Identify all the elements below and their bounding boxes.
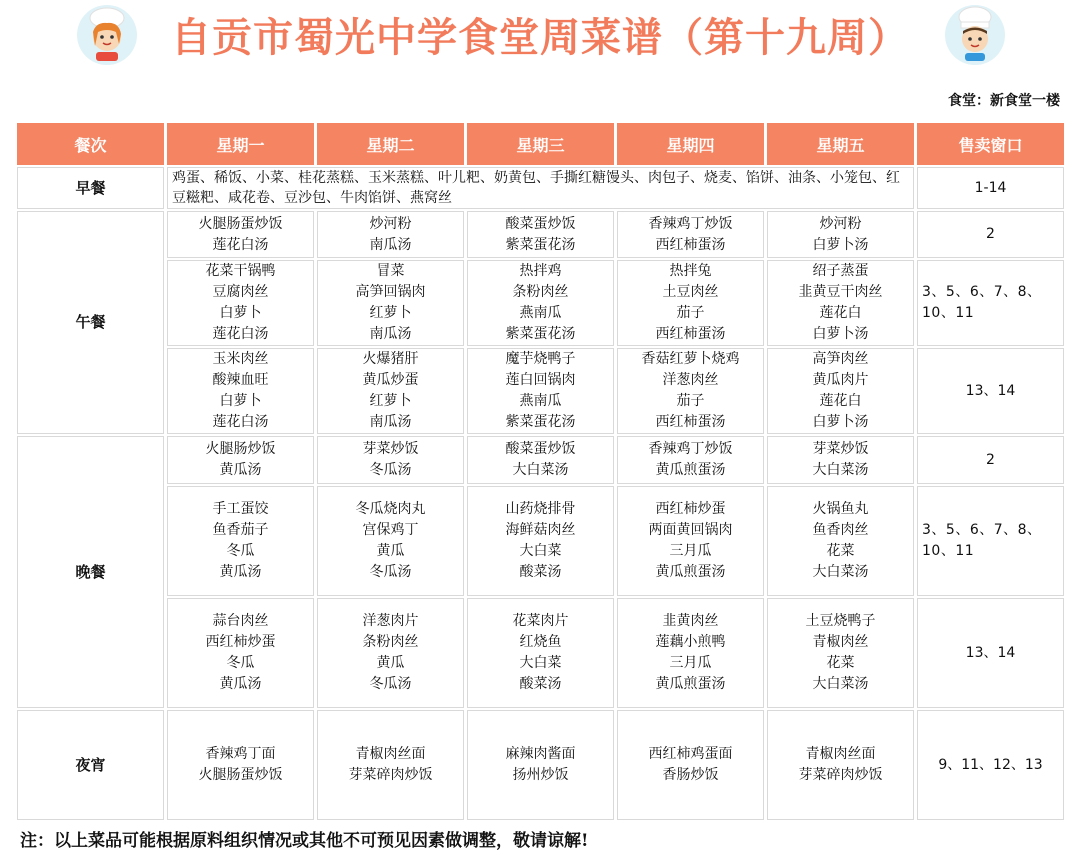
dish: 三月瓜 — [669, 655, 712, 671]
page-title: 自贡市蜀光中学食堂周菜谱（第十九周） — [171, 15, 909, 61]
dish: 三月瓜 — [669, 543, 712, 559]
dish: 炒河粉 — [819, 215, 862, 232]
menu-cell — [467, 260, 614, 346]
dish: 黄瓜煎蛋汤 — [655, 462, 726, 478]
menu-cell — [317, 436, 464, 484]
meal-label-breakfast: 早餐 — [17, 167, 164, 209]
dish: 西红柿蛋汤 — [655, 414, 726, 430]
dish: 火腿肠蛋炒饭 — [198, 767, 283, 783]
dish: 大白菜汤 — [512, 462, 569, 478]
window-cell: 3、5、6、7、8、10、11 — [917, 260, 1064, 346]
dish: 莲藕小煎鸭 — [655, 634, 726, 650]
menu-cell — [767, 211, 914, 258]
menu-cell — [317, 710, 464, 820]
meal-label-lunch: 午餐 — [17, 211, 164, 434]
header-meal: 餐次 — [17, 123, 164, 165]
dish: 洋葱肉片 — [362, 613, 419, 629]
menu-cell — [617, 598, 764, 708]
dish: 黄瓜煎蛋汤 — [655, 564, 726, 580]
dish: 黄瓜汤 — [219, 462, 262, 478]
dinner-row-3 — [17, 598, 1064, 708]
dish: 南瓜汤 — [369, 326, 412, 342]
header-monday: 星期一 — [167, 123, 314, 165]
window-breakfast: 1-14 — [917, 167, 1064, 209]
dish: 宫保鸡丁 — [362, 522, 419, 538]
dish: 玉米肉丝 — [212, 351, 269, 367]
menu-cell — [167, 710, 314, 820]
dish: 麻辣肉酱面 — [505, 746, 576, 762]
header-window: 售卖窗口 — [917, 123, 1064, 165]
dish: 香辣鸡丁炒饭 — [648, 441, 733, 457]
menu-cell — [617, 348, 764, 434]
dish: 冬瓜汤 — [369, 564, 412, 580]
header — [0, 0, 1080, 70]
menu-cell — [317, 260, 464, 346]
dish: 酸辣血旺 — [212, 372, 269, 388]
dish: 热拌鸡 — [519, 263, 562, 279]
dish: 西红柿蛋汤 — [655, 326, 726, 342]
dish: 香辣鸡丁面 — [205, 746, 276, 762]
menu-cell — [467, 436, 614, 484]
header-friday: 星期五 — [767, 123, 914, 165]
dish: 芽菜碎肉炒饭 — [348, 767, 433, 783]
dish: 手工蛋饺 — [212, 501, 269, 517]
menu-cell — [767, 436, 914, 484]
dish: 绍子蒸蛋 — [812, 263, 869, 279]
dish: 土豆肉丝 — [662, 284, 719, 300]
menu-cell — [167, 436, 314, 484]
breakfast-row — [17, 167, 1064, 209]
menu-cell — [617, 486, 764, 596]
dish: 红烧鱼 — [519, 634, 562, 650]
dish: 豆腐肉丝 — [212, 284, 269, 300]
dish: 大白菜汤 — [812, 462, 869, 478]
lunch-row-3 — [17, 348, 1064, 434]
dish: 大白菜汤 — [812, 676, 869, 692]
dish: 大白菜 — [519, 543, 562, 559]
menu-cell — [467, 348, 614, 434]
lunch-row-1 — [17, 211, 1064, 258]
menu-cell — [617, 710, 764, 820]
dish: 炒河粉 — [369, 215, 412, 232]
menu-cell — [167, 260, 314, 346]
dish: 火爆猪肝 — [362, 351, 419, 367]
menu-cell — [167, 348, 314, 434]
dish: 黄瓜 — [376, 655, 405, 671]
meal-label-supper: 夜宵 — [17, 710, 164, 820]
dinner-row-1 — [17, 436, 1064, 484]
dish: 莲白回锅肉 — [505, 372, 576, 388]
dish: 莲花白汤 — [212, 236, 269, 253]
dish: 白萝卜汤 — [812, 326, 869, 342]
dish: 黄瓜肉片 — [812, 372, 869, 388]
menu-cell — [767, 260, 914, 346]
footnote: 注：以上菜品可能根据原料组织情况或其他不可预见因素做调整，敬请谅解! — [20, 831, 589, 851]
menu-cell — [467, 486, 614, 596]
dish: 花菜 — [826, 543, 855, 559]
dish: 鱼香肉丝 — [812, 522, 869, 538]
menu-cell — [767, 598, 914, 708]
menu-cell — [617, 211, 764, 258]
dinner-row-2 — [17, 486, 1064, 596]
dish: 冬瓜 — [226, 655, 255, 671]
dish: 南瓜汤 — [369, 236, 412, 253]
dish: 黄瓜炒蛋 — [362, 372, 419, 388]
dish: 西红柿炒蛋 — [205, 634, 276, 650]
header-wednesday: 星期三 — [467, 123, 614, 165]
menu-cell — [167, 598, 314, 708]
menu-cell — [467, 211, 614, 258]
dish: 青椒肉丝面 — [355, 746, 426, 762]
lunch-row-2 — [17, 260, 1064, 346]
canteen-label: 食堂：新食堂一楼 — [948, 93, 1060, 109]
dish: 魔芋烧鸭子 — [505, 351, 576, 367]
dish: 黄瓜汤 — [219, 676, 262, 692]
dish: 黄瓜汤 — [219, 564, 262, 580]
menu-cell — [317, 211, 464, 258]
dish: 香肠炒饭 — [662, 767, 719, 783]
dish: 韭黄豆干肉丝 — [798, 284, 883, 300]
dish: 洋葱肉丝 — [662, 372, 719, 388]
dish: 香菇红萝卜烧鸡 — [641, 351, 740, 367]
menu-cell — [167, 211, 314, 258]
dish: 火锅鱼丸 — [812, 501, 869, 517]
dish: 鱼香茄子 — [212, 522, 269, 538]
window-cell: 13、14 — [917, 348, 1064, 434]
dish: 黄瓜 — [376, 543, 405, 559]
dish: 青椒肉丝面 — [805, 746, 876, 762]
meal-label-dinner: 晚餐 — [17, 436, 164, 708]
dish: 冬瓜烧肉丸 — [355, 501, 426, 517]
dish: 花菜肉片 — [512, 613, 569, 629]
dish: 芽菜碎肉炒饭 — [798, 767, 883, 783]
dish: 西红柿鸡蛋面 — [648, 746, 733, 762]
menu-cell — [767, 486, 914, 596]
dish: 条粉肉丝 — [512, 284, 569, 300]
window-cell: 9、11、12、13 — [917, 710, 1064, 820]
dish: 冬瓜汤 — [369, 462, 412, 478]
dish: 白萝卜汤 — [812, 236, 869, 253]
dish: 大白菜 — [519, 655, 562, 671]
dish: 香辣鸡丁炒饭 — [648, 215, 733, 232]
dish: 紫菜蛋花汤 — [505, 326, 576, 342]
dish: 茄子 — [676, 305, 705, 321]
header-thursday: 星期四 — [617, 123, 764, 165]
dish: 紫菜蛋花汤 — [505, 236, 576, 253]
weekly-menu-table — [14, 121, 1067, 822]
chef-boy-icon — [944, 4, 1006, 66]
dish: 燕南瓜 — [519, 393, 562, 409]
dish: 花菜 — [826, 655, 855, 671]
menu-cell — [167, 486, 314, 596]
menu-cell — [767, 710, 914, 820]
window-cell: 3、5、6、7、8、10、11 — [917, 486, 1064, 596]
dish: 大白菜汤 — [812, 564, 869, 580]
dish: 莲花白汤 — [212, 326, 269, 342]
dish: 韭黄肉丝 — [662, 613, 719, 629]
dish: 高笋肉丝 — [812, 351, 869, 367]
dish: 莲花白 — [819, 393, 862, 409]
dish: 花菜干锅鸭 — [205, 263, 276, 279]
dish: 冬瓜 — [226, 543, 255, 559]
dish: 白萝卜 — [219, 393, 262, 409]
dish: 茄子 — [676, 393, 705, 409]
dish: 山药烧排骨 — [505, 501, 576, 517]
dish: 白萝卜 — [219, 305, 262, 321]
dish: 热拌兔 — [669, 263, 712, 279]
dish: 酸菜蛋炒饭 — [505, 441, 576, 457]
table-header-row — [17, 123, 1064, 165]
menu-cell — [617, 436, 764, 484]
dish: 酸菜蛋炒饭 — [505, 215, 576, 232]
menu-cell — [617, 260, 764, 346]
dish: 扬州炒饭 — [512, 767, 569, 783]
dish: 芽菜炒饭 — [362, 441, 419, 457]
menu-cell — [317, 598, 464, 708]
dish: 土豆烧鸭子 — [805, 613, 876, 629]
dish: 青椒肉丝 — [812, 634, 869, 650]
dish: 蒜台肉丝 — [212, 613, 269, 629]
menu-cell — [317, 348, 464, 434]
dish: 芽菜炒饭 — [812, 441, 869, 457]
dish: 白萝卜汤 — [812, 414, 869, 430]
dish: 冬瓜汤 — [369, 676, 412, 692]
dish: 海鲜菇肉丝 — [505, 522, 576, 538]
menu-cell — [767, 348, 914, 434]
dish: 莲花白汤 — [212, 414, 269, 430]
window-cell: 2 — [917, 436, 1064, 484]
dish: 紫菜蛋花汤 — [505, 414, 576, 430]
window-cell: 13、14 — [917, 598, 1064, 708]
dish: 条粉肉丝 — [362, 634, 419, 650]
window-cell: 2 — [917, 211, 1064, 258]
dish: 西红柿炒蛋 — [655, 501, 726, 517]
dish: 红萝卜 — [369, 305, 412, 321]
dish: 火腿肠炒饭 — [205, 441, 276, 457]
header-tuesday: 星期二 — [317, 123, 464, 165]
dish: 高笋回锅肉 — [355, 284, 426, 300]
dish: 西红柿蛋汤 — [655, 236, 726, 253]
menu-cell — [467, 598, 614, 708]
dish: 莲花白 — [819, 305, 862, 321]
menu-cell — [317, 486, 464, 596]
dish: 南瓜汤 — [369, 414, 412, 430]
dish: 酸菜汤 — [519, 676, 562, 692]
dish: 冒菜 — [376, 263, 405, 279]
dish: 酸菜汤 — [519, 564, 562, 580]
breakfast-items: 鸡蛋、稀饭、小菜、桂花蒸糕、玉米蒸糕、叶儿粑、奶黄包、手撕红糖馒头、肉包子、烧麦、馅饼、油条、小笼包、红豆糍粑、咸花卷、豆沙包、牛肉馅饼、燕窝丝 — [167, 167, 914, 209]
dish: 燕南瓜 — [519, 305, 562, 321]
dish: 火腿肠蛋炒饭 — [198, 215, 283, 232]
dish: 红萝卜 — [369, 393, 412, 409]
dish: 黄瓜煎蛋汤 — [655, 676, 726, 692]
supper-row — [17, 710, 1064, 820]
menu-cell — [467, 710, 614, 820]
dish: 两面黄回锅肉 — [648, 522, 733, 538]
